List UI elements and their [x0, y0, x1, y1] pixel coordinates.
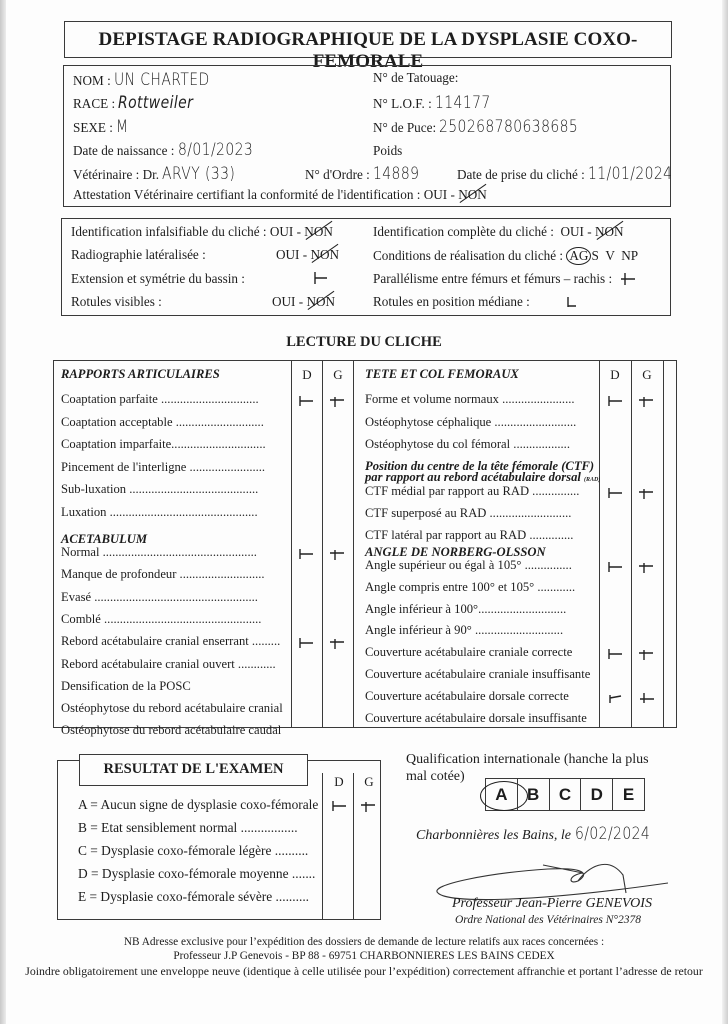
row-label: Normal ................................................. [61, 545, 257, 559]
qualification-label-line1: Qualification internationale (hanche la plus [406, 752, 649, 767]
cell-d[interactable] [606, 604, 624, 618]
row-label: Rebord acétabulaire cranial enserrant ......... [61, 634, 281, 649]
non-option-struck[interactable]: NON [304, 224, 333, 239]
non-option-struck[interactable]: NON [594, 224, 624, 239]
grade-e[interactable]: E [612, 779, 644, 810]
cell-g[interactable] [329, 462, 347, 476]
veterinaire-field [73, 164, 252, 184]
cell-d[interactable] [606, 713, 624, 727]
grade-b[interactable]: B [517, 779, 549, 810]
identification-section [63, 65, 671, 207]
oui-option[interactable]: OUI [272, 294, 296, 309]
lecture-title: LECTURE DU CLICHE [286, 334, 442, 350]
check-mark-icon[interactable] [638, 394, 656, 408]
col-header-d: D [610, 367, 620, 382]
subsection-ctf-abbr: (RAD) [584, 477, 601, 483]
signature-name: Professeur Jean-Pierre GENEVOIS [452, 896, 652, 911]
oui-option[interactable]: OUI [560, 224, 584, 239]
cell-d[interactable] [297, 462, 315, 476]
qualification-grades [485, 778, 645, 811]
attestation-label: Attestation Vétérinaire certifiant la conformité de l'identification : [73, 187, 421, 202]
date-cliche-field [457, 164, 691, 184]
cell-g[interactable] [329, 417, 347, 431]
row-label: CTF latéral par rapport au RAD .............. [365, 528, 574, 542]
subsection-ctf-text: par rapport au rebord acétabulaire dorsal [365, 470, 581, 484]
row-label: Angle supérieur ou égal à 105° ............... [365, 558, 572, 572]
row-label: A = Aucun signe de dysplasie coxo-fémorale [78, 797, 319, 812]
poids-field [373, 143, 402, 159]
check-mark-icon[interactable] [638, 486, 656, 500]
non-option-struck[interactable]: NON [306, 294, 336, 309]
check-parallelisme [373, 271, 612, 287]
page-edge-left [0, 0, 6, 1024]
cell-d[interactable] [297, 614, 315, 628]
cell-g[interactable] [329, 569, 347, 583]
check-extension-symetrie [71, 271, 245, 287]
title-box [64, 21, 672, 72]
check-label: Conditions de réalisation du cliché : [373, 248, 564, 263]
col-header-g: G [333, 367, 343, 382]
result-title-box [79, 754, 308, 786]
column-divider [353, 361, 354, 727]
row-label: Couverture acétabulaire craniale insuffisante [365, 667, 591, 681]
check-mark-icon[interactable] [606, 691, 624, 705]
attestation-non-struck[interactable]: NON [458, 187, 487, 202]
check-mark-icon[interactable] [638, 560, 656, 574]
row-label: Forme et volume normaux ....................... [365, 392, 575, 406]
cell-g[interactable] [329, 681, 347, 695]
row-label: Couverture acétabulaire dorsale insuffisante [365, 710, 587, 725]
signature-date: 6/02/2024 [574, 824, 650, 844]
cell-g[interactable] [329, 439, 347, 453]
section-tete-col: TETE ET COL FEMORAUX [365, 367, 519, 381]
cell-d[interactable] [606, 625, 624, 639]
row-label: Manque de profondeur ........................... [61, 567, 265, 582]
check-label: Radiographie latéralisée : [71, 247, 206, 262]
race-label: RACE : [73, 96, 116, 111]
check-mark-icon[interactable] [606, 560, 624, 574]
cell-d[interactable] [297, 725, 315, 739]
check-label: Parallélisme entre fémurs et fémurs – rachis : [373, 271, 613, 286]
check-mark-icon[interactable] [606, 647, 624, 661]
cell-d[interactable] [297, 592, 315, 606]
veterinaire-label: Vétérinaire : Dr. [73, 167, 160, 182]
column-divider [663, 361, 664, 727]
signature-place [416, 824, 666, 844]
cell-g[interactable] [638, 713, 656, 727]
check-label: Rotules en position médiane : [373, 294, 530, 309]
check-mark-icon[interactable] [360, 799, 378, 813]
grade-d[interactable]: D [580, 779, 612, 810]
cell-d[interactable] [606, 669, 624, 683]
oui-option[interactable]: OUI [276, 247, 300, 262]
check-label: Identification complète du cliché : [373, 224, 554, 239]
row-label: Comblé .................................................. [61, 611, 262, 626]
row-label: B = Etat sensiblement normal ................. [78, 820, 298, 835]
row-label: Angle inférieur à 100°............................ [365, 601, 567, 616]
puce-value: 250268780638685 [439, 117, 579, 137]
cell-d[interactable] [606, 508, 624, 522]
row-label: Ostéophytose du rebord acétabulaire cranial [61, 701, 283, 716]
cell-g[interactable] [329, 484, 347, 498]
lecture-table [53, 360, 677, 738]
row-label: Coaptation imparfaite.............................. [61, 437, 266, 451]
cell-d[interactable] [297, 659, 315, 673]
cell-g[interactable] [638, 417, 656, 431]
separator: - [587, 224, 592, 239]
row-label: Ostéophytose céphalique .......................... [365, 414, 577, 429]
qualification-label-line2: mal cotée) [406, 769, 465, 784]
col-header-d: D [302, 367, 312, 382]
condition-option-np[interactable]: NP [621, 248, 639, 263]
column-divider [353, 773, 354, 919]
cell-d[interactable] [297, 681, 315, 695]
check-mark-icon[interactable] [297, 636, 315, 650]
oui-option[interactable]: OUI [269, 224, 294, 239]
check-identification-complete [373, 224, 624, 240]
date-cliche-label: Date de prise du cliché : [457, 167, 585, 182]
check-identification-infalsifiable [71, 224, 333, 240]
col-header-d: D [334, 774, 344, 789]
cell-d[interactable] [330, 891, 348, 905]
row-label: D = Dysplasie coxo-fémorale moyenne ....... [78, 866, 316, 881]
cell-g[interactable] [638, 625, 656, 639]
row-label: Densification de la POSC [61, 678, 191, 693]
row-label: CTF médial par rapport au RAD ............... [365, 484, 580, 498]
check-rotules-visibles [71, 294, 162, 310]
check-mark-icon[interactable] [638, 647, 656, 661]
result-title: RESULTAT DE L'EXAMEN [103, 761, 284, 777]
cell-d[interactable] [297, 417, 315, 431]
signature-order: Ordre National des Vétérinaires N°2378 [455, 914, 642, 926]
ordre-label: N° d'Ordre : [305, 167, 370, 182]
non-option-struck[interactable]: NON [310, 247, 340, 262]
check-rotules-mediane [373, 294, 530, 310]
cell-d[interactable] [330, 822, 348, 836]
row-label: Luxation ............................................... [61, 504, 258, 519]
section-norberg-olsson: ANGLE DE NORBERG-OLSSON [365, 545, 546, 559]
page-edge-right [722, 0, 728, 1024]
row-label: Pincement de l'interligne ........................ [61, 459, 266, 474]
nom-label: NOM : [73, 73, 111, 88]
check-mark-icon[interactable] [638, 691, 656, 705]
check-mark-icon[interactable] [329, 394, 347, 408]
place-label: Charbonnières les Bains, le [416, 828, 572, 843]
row-label: Angle inférieur à 90° ............................ [365, 623, 564, 638]
cell-g[interactable] [638, 508, 656, 522]
cell-d[interactable] [606, 530, 624, 544]
check-mark-icon[interactable] [330, 799, 348, 813]
check-mark-icon[interactable] [606, 486, 624, 500]
row-label: Couverture acétabulaire craniale correcte [365, 645, 573, 660]
cell-d[interactable] [606, 439, 624, 453]
column-divider [322, 361, 323, 727]
cell-g[interactable] [638, 604, 656, 618]
row-label: E = Dysplasie coxo-fémorale sévère .......... [78, 889, 310, 904]
naissance-label: Date de naissance : [73, 143, 175, 158]
cell-g[interactable] [329, 725, 347, 739]
row-label: Rebord acétabulaire cranial ouvert ............ [61, 656, 276, 671]
check-mark-icon[interactable] [297, 394, 315, 408]
check-radiographie-lateralisee [71, 247, 206, 263]
sexe-value: M [116, 117, 129, 137]
ordre-field [305, 164, 430, 184]
attestation-field [73, 187, 487, 203]
cell-d[interactable] [297, 703, 315, 717]
check-mark-icon[interactable] [329, 547, 347, 561]
cell-g[interactable] [329, 614, 347, 628]
cell-g[interactable] [638, 530, 656, 544]
col-header-g: G [642, 367, 652, 382]
column-divider [291, 361, 292, 727]
poids-label: Poids [373, 143, 403, 158]
naissance-value: 8/01/2023 [177, 140, 253, 160]
check-label: Rotules visibles : [71, 294, 162, 309]
cell-d[interactable] [297, 484, 315, 498]
puce-label: N° de Puce: [373, 120, 437, 135]
separator: - [296, 224, 301, 239]
check-label: Identification infalsifiable du cliché : [71, 224, 267, 239]
cell-g[interactable] [329, 507, 347, 521]
tatouage-label: N° de Tatouage: [373, 70, 459, 85]
row-label: Couverture acétabulaire dorsale correcte [365, 688, 569, 703]
nom-field [73, 70, 231, 90]
row-label: Ostéophytose du rebord acétabulaire caudal [61, 723, 282, 738]
check-mark-icon [620, 272, 638, 286]
cell-g[interactable] [360, 891, 378, 905]
column-divider [631, 361, 632, 727]
cell-g[interactable] [360, 845, 378, 859]
cell-g[interactable] [329, 703, 347, 717]
grade-c[interactable]: C [549, 779, 581, 810]
separator: - [302, 247, 308, 262]
separator: - [450, 187, 455, 202]
column-divider [322, 773, 323, 919]
cell-d[interactable] [330, 845, 348, 859]
row-label: Coaptation acceptable ............................ [61, 414, 264, 429]
check-rotules-options [272, 294, 335, 310]
race-value: Rottweiler [118, 93, 194, 113]
condition-option-s[interactable]: S [591, 248, 599, 263]
row-label: Ostéophytose du col fémoral .................. [365, 437, 570, 451]
cell-g[interactable] [329, 592, 347, 606]
row-label: Evasé .................................................... [61, 589, 258, 604]
section-acetabulum: ACETABULUM [61, 532, 148, 546]
race-field [73, 93, 210, 113]
cell-g[interactable] [360, 868, 378, 882]
row-label: C = Dysplasie coxo-fémorale légère .......... [78, 843, 309, 858]
cell-g[interactable] [329, 659, 347, 673]
footer-line3: Joindre obligatoirement une enveloppe neuve (identique à celle utilisée pour l’expédition) correctement affranchie et portant l’adresse de retour [25, 964, 703, 978]
cell-g[interactable] [638, 582, 656, 596]
condition-option-ag-selected[interactable]: AG [566, 247, 591, 265]
check-mark-icon [565, 295, 583, 309]
nom-value: UN CHARTED [114, 70, 210, 90]
row-label: CTF superposé au RAD .......................... [365, 506, 572, 520]
cell-d[interactable] [297, 439, 315, 453]
row-label: Angle compris entre 100° et 105° ............ [365, 579, 576, 594]
footer-line1: NB Adresse exclusive pour l’expédition des dossiers de demande de lecture relatifs aux races concernées : [123, 936, 605, 948]
separator: - [298, 294, 304, 309]
sexe-field [73, 117, 131, 137]
check-radiographie-options [276, 247, 339, 263]
lof-field [373, 93, 503, 113]
cell-g[interactable] [638, 669, 656, 683]
tatouage-field [373, 70, 458, 86]
attestation-oui[interactable]: OUI [423, 187, 448, 202]
cell-d[interactable] [606, 582, 624, 596]
row-label: Coaptation parfaite ............................... [61, 392, 259, 406]
column-divider [599, 361, 600, 727]
check-label: Extension et symétrie du bassin : [71, 271, 245, 286]
check-mark-icon[interactable] [329, 636, 347, 650]
check-mark-icon[interactable] [606, 394, 624, 408]
date-cliche-value: 11/01/2024 [588, 164, 673, 184]
condition-option-v[interactable]: V [605, 248, 615, 263]
row-label: Sub-luxation ......................................... [61, 482, 259, 496]
puce-field [373, 117, 609, 137]
naissance-field [73, 140, 269, 160]
subsection-ctf-line1: Position du centre de la tête fémorale (CTF) [365, 459, 595, 473]
cell-g[interactable] [638, 439, 656, 453]
footer-line2: Professeur J.P Genevois - BP 88 - 69751 CHARBONNIERES LES BAINS CEDEX [173, 950, 555, 962]
ordre-value: 14889 [373, 164, 420, 184]
veterinaire-value: ARVY (33) [162, 164, 236, 184]
cell-d[interactable] [297, 507, 315, 521]
document-title: DEPISTAGE RADIOGRAPHIQUE DE LA DYSPLASIE COXO-FEMORALE [98, 29, 638, 72]
cell-d[interactable] [606, 417, 624, 431]
section-rapports-articulaires: RAPPORTS ARTICULAIRES [61, 367, 220, 381]
lof-label: N° L.O.F. : [373, 96, 432, 111]
grade-label: A [495, 785, 508, 804]
cell-g[interactable] [360, 822, 378, 836]
grade-a-selected[interactable] [486, 779, 517, 810]
check-mark-icon[interactable] [297, 547, 315, 561]
check-conditions-realisation [373, 247, 638, 265]
col-header-g: G [364, 774, 374, 789]
cell-d[interactable] [330, 868, 348, 882]
sexe-label: SEXE : [73, 120, 113, 135]
cliche-checks-section [61, 218, 671, 316]
check-mark-icon [312, 271, 330, 285]
cell-d[interactable] [297, 569, 315, 583]
lof-value: 114177 [435, 93, 491, 113]
